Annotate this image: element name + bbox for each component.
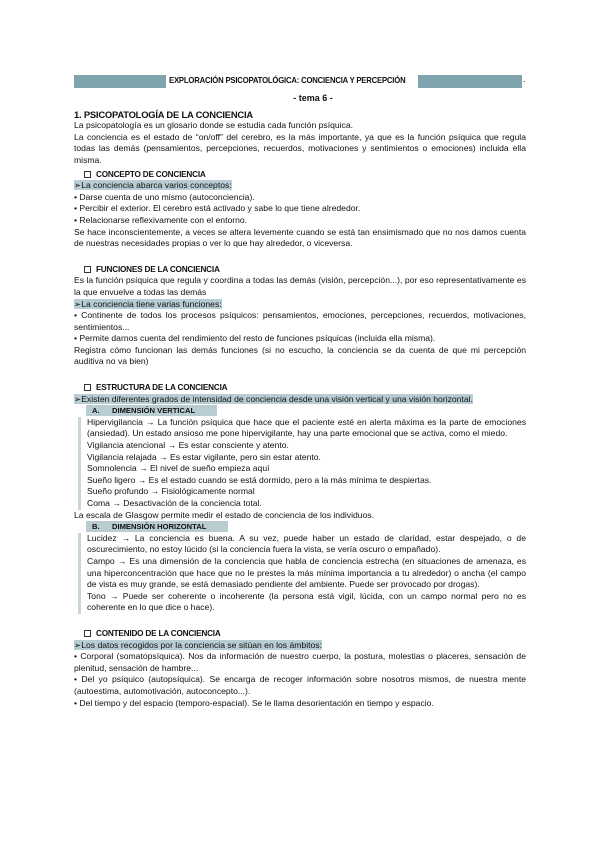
list-item: • Percibir el exterior. El cerebro está activado y sabe lo que tiene alrededor.: [74, 203, 361, 214]
document-title-row: [74, 74, 526, 89]
paragraph: La conciencia es el estado de “on/off” del cerebro, es la más importante, ya que es la función psíquica que regula todas las demás (pensamientos, percepciones, recuerdos, motivaciones y sentimientos o emociones) incluida ella misma.: [74, 131, 526, 165]
arrow-line: ➢Los datos recogidos por la conciencia se sitúan en los ámbitos:: [74, 639, 322, 650]
dimension-label: DIMENSIÓN VERTICAL: [112, 406, 196, 416]
subsection-heading-contenido: [84, 628, 526, 640]
subsection-heading-funciones: [84, 264, 526, 276]
definition-item: Somnolencia → El nivel de sueño empieza aquí: [87, 463, 270, 474]
dimension-heading-horizontal: [86, 521, 228, 532]
definition-item: Hipervigilancia → La función psíquica que hace que el paciente esté en alerta máxima es la parte de emociones (ansiedad). Un estado ansioso me pone hipervigilante, hay una parte emocional que se activa, como el miedo.: [87, 416, 526, 439]
arrow-line: ➢La conciencia abarca varios conceptos:: [74, 180, 232, 191]
paragraph: La escala de Glasgow permite medir el estado de conciencia de los individuos.: [74, 509, 374, 520]
tema-subtitle: - tema 6 -: [293, 93, 333, 103]
list-item: • Permite darnos cuenta del rendimiento del resto de funciones psíquicas (incluida ella misma).: [74, 333, 436, 344]
subsection-heading-concepto: [84, 169, 526, 181]
bullet-intro: [74, 640, 526, 652]
list-item: • Relacionarse reflexivamente con el entorno.: [74, 214, 248, 225]
definition-item: Coma → Desactivación de la conciencia total.: [87, 498, 262, 508]
definition-item: Sueño ligero → Es el estado cuando se está dormido, pero a la más mínima te despiertas.: [87, 474, 432, 485]
definition-item: Sueño profundo → Fisiológicamente normal: [87, 486, 255, 497]
checkbox-bullet-icon: [84, 630, 91, 637]
dimension-label: DIMENSIÓN HORIZONTAL: [112, 522, 207, 532]
arrow-line: ➢Existen diferentes grados de intensidad de conciencia desde una visión vertical y una visión horizontal.: [74, 393, 473, 404]
definition-item: Vigilancia atencional → Es estar consciente y atento.: [87, 440, 289, 451]
subsection-heading-estructura: [84, 382, 526, 394]
list-item: • Corporal (somatopsíquica). Nos da información de nuestro cuerpo, la postura, molestias o placeres, sensación de plenitud, sensación de hambre...: [74, 651, 526, 673]
definition-item: Tono → Puede ser coherente o incoherente (la persona está vigil, lúcida, con un campo normal pero no es coherente en lo que dice o hace).: [87, 590, 526, 613]
list-item: • Del yo psíquico (autopsíquica). Se encarga de recoger información sobre nosotros mismos, de nuestra mente (autoestima, automotivación, autoconcepto...).: [74, 674, 526, 696]
dimension-letter: A.: [92, 406, 100, 416]
dimension-letter: B.: [92, 522, 100, 532]
subsection-heading-text: ESTRUCTURA DE LA CONCIENCIA: [96, 383, 228, 393]
paragraph: Registra cómo funcionan las demás funciones (si no escucho, la conciencia se da cuenta de que mi percepción auditiva no va bien): [74, 344, 526, 367]
definition-item: Vigilancia relajada → Es estar vigilante, pero sin estar atento.: [87, 451, 321, 462]
list-item: • Continente de todos los procesos psíquicos: pensamientos, emociones, percepciones, recuerdos, motivaciones, sentimientos...: [74, 310, 526, 332]
subsection-heading-text: CONTENIDO DE LA CONCIENCIA: [96, 628, 221, 638]
dimension-vertical-block: [78, 417, 526, 510]
list-item: • Darse cuenta de uno mismo (autoconciencia).: [74, 191, 255, 202]
document-title: EXPLORACIÓN PSICOPATOLÓGICA: CONCIENCIA Y PERCEPCIÓN: [169, 75, 406, 85]
definition-item: Campo → Es una dimensión de la conciencia que habla de conciencia estrecha (en situaciones de amenaza, es una hiperconcentración que hace que no le prestes la más mínima importancia a tu alrededor) o ancha (el campo de vista es muy grande, se está demasiado pendiente del ambiente. Puede ser provocado por drogas).: [87, 555, 526, 590]
bullet-intro: [74, 180, 526, 192]
paragraph: Es la función psíquica que regula y coordina a todas las demás (visión, percepción...), por eso representativamente es la que envuelve a todas las demás: [74, 275, 526, 297]
document-page: [74, 74, 526, 709]
dimension-horizontal-block: [78, 533, 526, 614]
bullet-intro: [74, 394, 526, 406]
paragraph: Se hace inconscientemente, a veces se altera levemente cuando se está tan ensimismado que no nos damos cuenta de nuestras necesidades propias o ver lo que hay alrededor, o viceversa.: [74, 226, 526, 249]
dimension-heading-vertical: [86, 405, 217, 416]
definition-item: Lucidez → La conciencia es buena. A su vez, puede haber un estado de claridad, estar despejado, o de oscurecimiento, no estoy lúcido (si la conciencia fuera la vista, se vería oscuro o empañado).: [87, 532, 526, 555]
paragraph: La psicopatología es un glosario donde se estudia cada función psíquica.: [74, 120, 354, 131]
title-dot: .: [523, 74, 526, 84]
subsection-heading-text: FUNCIONES DE LA CONCIENCIA: [96, 264, 220, 274]
checkbox-bullet-icon: [84, 266, 91, 273]
title-accent-bar-left: [74, 75, 166, 88]
section-heading-psicopatologia: 1. PSICOPATOLOGÍA DE LA CONCIENCIA: [74, 108, 253, 120]
checkbox-bullet-icon: [84, 384, 91, 391]
arrow-line: ➢La conciencia tiene varias funciones:: [74, 298, 222, 309]
bullet-intro: [74, 299, 526, 311]
subsection-heading-text: CONCEPTO DE CONCIENCIA: [96, 169, 206, 179]
title-accent-bar-right: [418, 75, 522, 88]
list-item: • Del tiempo y del espacio (temporo-espacial). Se le llama desorientación en tiempo y espacio.: [74, 697, 434, 708]
checkbox-bullet-icon: [84, 171, 91, 178]
